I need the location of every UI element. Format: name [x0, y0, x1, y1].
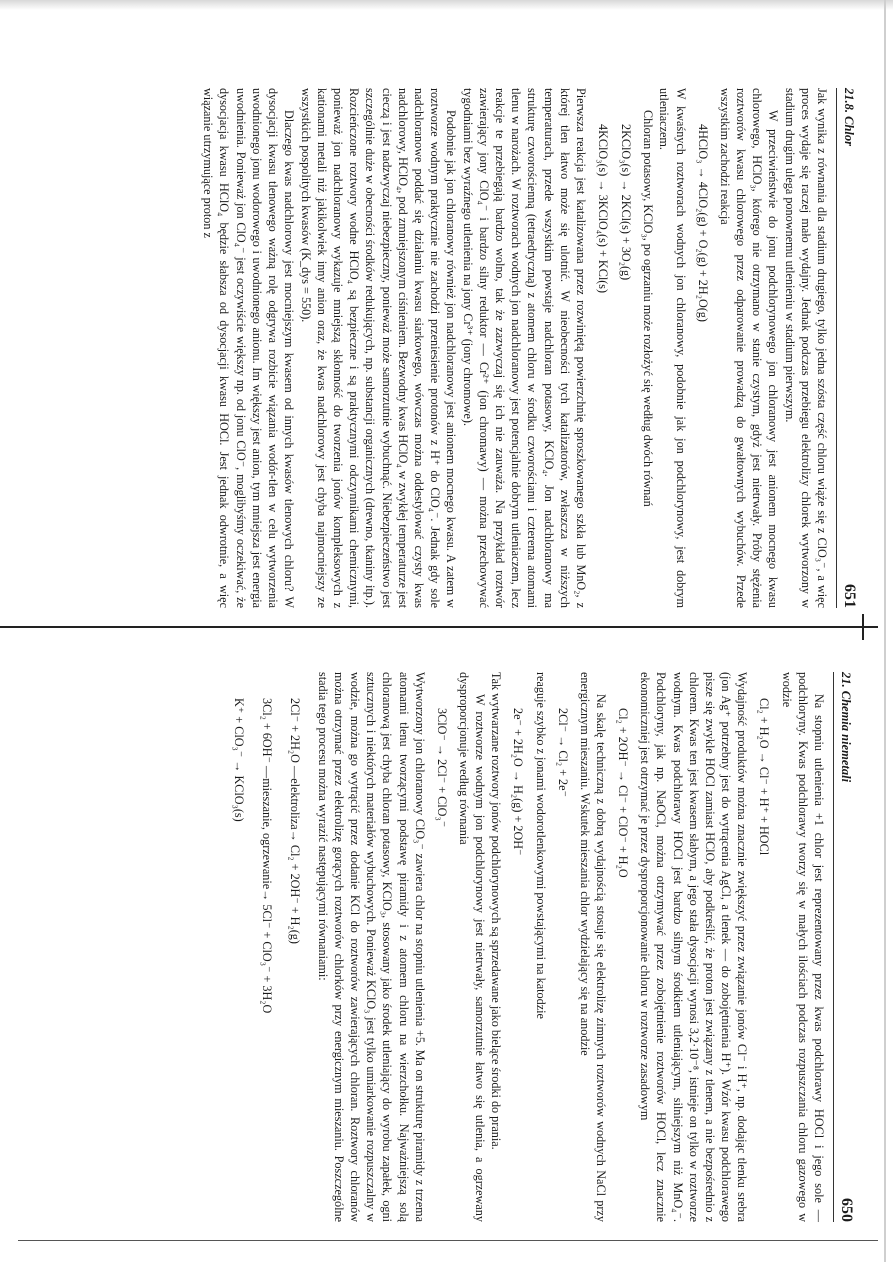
- equation: 2Cl⁻ + 2H₂O —elektroliza→ Cl₂ + 2OH⁻ + H₂(g): [288, 698, 303, 944]
- paragraph: Chloran potasowy, KClO₃, po ogrzaniu może rozłożyć się według dwóch równań: [641, 110, 656, 507]
- page-650: [55, 672, 855, 1222]
- page-651: [50, 88, 858, 608]
- equation: 2e⁻ + 2H₂O → H₂(g) + 2OH⁻: [511, 708, 526, 856]
- scan-edge: [884, 0, 886, 1262]
- gutter-mark: [862, 614, 864, 640]
- equation: 3ClO⁻ → 2Cl⁻ + ClO₃⁻: [434, 708, 449, 828]
- section-title: 21. Chemia niemetali: [839, 672, 853, 783]
- scan-shadow: [0, 0, 893, 10]
- scan-bottom-line: [18, 1240, 878, 1241]
- equation: K⁺ + ClO₃⁻ → KClO₃(s): [232, 698, 247, 822]
- paragraph: Dlaczego kwas nadchlorowy jest mocniejszym kwasem od innych kwasów tlenowych chloru? W dysocjacji kwasu tlenowego ważną rolę odgrywa rozbicie wiązania wodór-tlen w celu wytworzenia uwodnionego jonu wodorowego i uwodnionego anionu. Im większy jest anion, tym mniejsza jest energia uwodnienia. Ponieważ jon ClO₄⁻ jest oczywiście większy np. od jonu ClO⁻, moglibyśmy oczekiwać, że dysocjacja kwasu HClO₄ będzie słabsza od dysocjacji kwasu HOCl. Jest jednak odwrotnie, a więc wiązanie utrzymujące proton z: [201, 88, 297, 608]
- paragraph: reaguje szybko z jonami wodorotlenkowymi powstającymi na katodzie: [533, 672, 548, 1019]
- section-title: 21.8. Chlor: [842, 88, 856, 147]
- equation: Cl₂ + 2OH⁻ → Cl⁻ + ClO⁻ + H₂O: [615, 708, 630, 878]
- paragraph: W roztworze wodnym jon podchlorynowy jest nietrwały, samorzutnie łatwo się utlenia, a ogrzewany dysproporcjonuje według równania: [456, 672, 488, 1222]
- paragraph: Jak wynika z równania dla stadium drugiego, tylko jedna szósta część chloru wiąże się z ClO₃⁻, a więc proces wydaje się raczej mało wydajny. Jednak podczas przebiegu elektrolizy chlorek wytworzony w stadium drugim ulega ponownemu utlenieniu w stadium pierwszym.: [782, 88, 829, 608]
- equation: 4KClO₃(s) → 3KClO₄(s) + KCl(s): [595, 124, 610, 294]
- paragraph: Na stopniu utlenienia +1 chlor jest reprezentowany przez kwas podchlorawy HOCl i jego sole — podchloryny. Kwas podchlorawy tworzy się w małych ilościach podczas rozpuszczania chloru gazowego w wodzie: [779, 672, 826, 1222]
- paragraph: Pierwsza reakcja jest katalizowana przez rozwiniętą powierzchnię sproszkowanego szkła lub MnO₂, z której tlen łatwo może się ulotnić. W nieobecności tych katalizatorów, zwłaszcza w niższych temperaturach, przede wszystkim powstaje nadchloran potasowy, KClO₄. Jon nadchloranowy ma strukturę czworościenną (tetraedryczną) z atomem chloru w środku czworościanu i czterema atomami tlenu w narożach. W roztworach wodnych jon nadchloranowy jest potencjalnie dobrym utleniaczem, lecz reakcje te przebiegają bardzo wolno, tak że zazwyczaj się ich nie zauważa. Na przykład roztwór zawierający jony ClO₄⁻ i bardzo silny reduktor — Cr²⁺ (jon chromawy) — można przechowywać tygodniami bez wyraźnego utlenienia na jony Cr³⁺ (jony chromowe).: [460, 88, 588, 608]
- equation: Cl₂ + H₂O → Cl⁻ + H⁺ + HOCl: [757, 698, 772, 856]
- paragraph: Wydajność produktów można znacznie zwiększyć przez związanie jonów Cl⁻ i H⁺, np. dodając tlenku srebra (jon Ag⁺ potrzebny jest do wytrącenia AgCl, a tlenek — do zobojętnienia H⁺). Wzór kwasu podchlorawego pisze się zwykle HOCl zamiast HClO, aby podkreślić, że proton jest związany z tlenem, a nie bezpośrednio z chlorem. Kwas ten jest kwasem słabym, a jego stała dysocjacji wynosi 3,2·10⁻⁸, istnieje on tylko w roztworze wodnym. Kwas podchlorawy HOCl jest bardzo silnym środkiem utleniającym, silniejszym niż MnO₄⁻. Podchloryny, jak np. NaOCl, można otrzymywać przez zobojętnienie roztworów HOCl, lecz znacznie ekonomiczniej jest otrzymać je przez dysproporcjonowanie chloru w roztworze zasadowym: [638, 672, 750, 1222]
- page-number: 650: [838, 1198, 855, 1222]
- equation: 2KClO₃(s) → 2KCl(s) + 3O₂(g): [618, 124, 633, 281]
- equation: 2Cl⁻ → Cl₂ + 2e⁻: [555, 708, 570, 797]
- paragraph: Wytworzony jon chloranowy ClO₃⁻ zawiera chlor na stopniu utlenienia +5. Ma on strukturę piramidy z trzema atomami tlenu tworzącymi podstawę piramidy i z atomem chloru na wierzchołku. Najważniejszą solą chloranową jest chyba chloran potasowy, KClO₃, stosowany jako środek utleniający do wyrobu zapałek, ogni sztucznych i niektórych materiałów wybuchowych. Ponieważ KClO₃ jest tylko umiarkowanie rozpuszczalny w wodzie, można go wytrącić przez dodanie KCl do roztworów zawierających chloran. Roztwory chloranów można otrzymać przez elektrolizę gorących roztworów chlorków przy energicznym mieszaniu. Poszczególne stadia tego procesu można wyrazić następującymi równaniami:: [315, 672, 427, 1222]
- page-header: [833, 672, 855, 1222]
- equation: 3Cl₂ + 6OH⁻ —mieszanie, ogrzewanie→ 5Cl⁻ + ClO₃⁻ + 3H₂O: [260, 698, 275, 1014]
- paragraph: Podobnie jak jon chloranowy również jon nadchloranowy jest anionem mocnego kwasu. A zatem w roztworze wodnym praktycznie nie zachodzi przeniesienie protonów z H⁺ do ClO₄⁻. Jednak gdy sole nadchloranowe poddać się działaniu kwasu siarkowego, wówczas można oddestylować czysty kwas nadchlorowy, HClO₄, pod zmniejszonym ciśnieniem. Bezwodny kwas HClO₄ w zwykłej temperaturze jest cieczą i jest nadzwyczaj niebezpieczny, ponieważ może samorzutnie wybuchnąć. Niebezpieczeństwo jest szczególnie duże w obecności środków redukujących, np. substancji organicznych (drewno, tkaniny itp.). Rozcieńczone roztwory wodne HClO₄ są bezpieczne i są praktycznymi odczynnikami chemicznymi, ponieważ jon nadchloranowy wykazuje mniejszą skłonność do tworzenia jonów kompleksowych z kationami metali niż jakikolwiek inny anion oraz, że kwas nadchlorowy jest chyba najmocniejszy ze wszystkich pospolitych kwasów (K_dys = 550).: [298, 88, 459, 608]
- page-gutter-line: [0, 626, 878, 628]
- page-number: 651: [841, 584, 858, 608]
- paragraph: Na skalę techniczną z dobrą wydajnością stosuje się elektrolizę zimnych roztworów wodnych NaCl przy energicznym mieszaniu. Wskutek mieszania chlor wydzielający się na anodzie: [577, 672, 608, 1222]
- paragraph: Tak wytwarzane roztwory jonów podchlorynowych są sprzedawane jako bielące środki do prania.: [489, 672, 504, 1150]
- equation: 4HClO₃ → 4ClO₂(g) + O₂(g) + 2H₂O(g): [695, 124, 710, 322]
- paragraph: W kwaśnych roztworach wodnych jon chloranowy, podobnie jak jon podchlorynowy, jest dobrym utleniaczem.: [657, 88, 688, 608]
- paragraph: W przeciwieństwie do jonu podchlorynowego jon chloranowy jest anionem mocnego kwasu chlorowego, HClO₃, którego nie otrzymano w stanie czystym, gdyż jest nietrwały. Próby stężenia roztworów kwasu chlorowego przez odparowanie prowadzą do gwałtownych wybuchów. Przede wszystkim zachodzi reakcja: [717, 88, 781, 608]
- page-header: [836, 88, 858, 608]
